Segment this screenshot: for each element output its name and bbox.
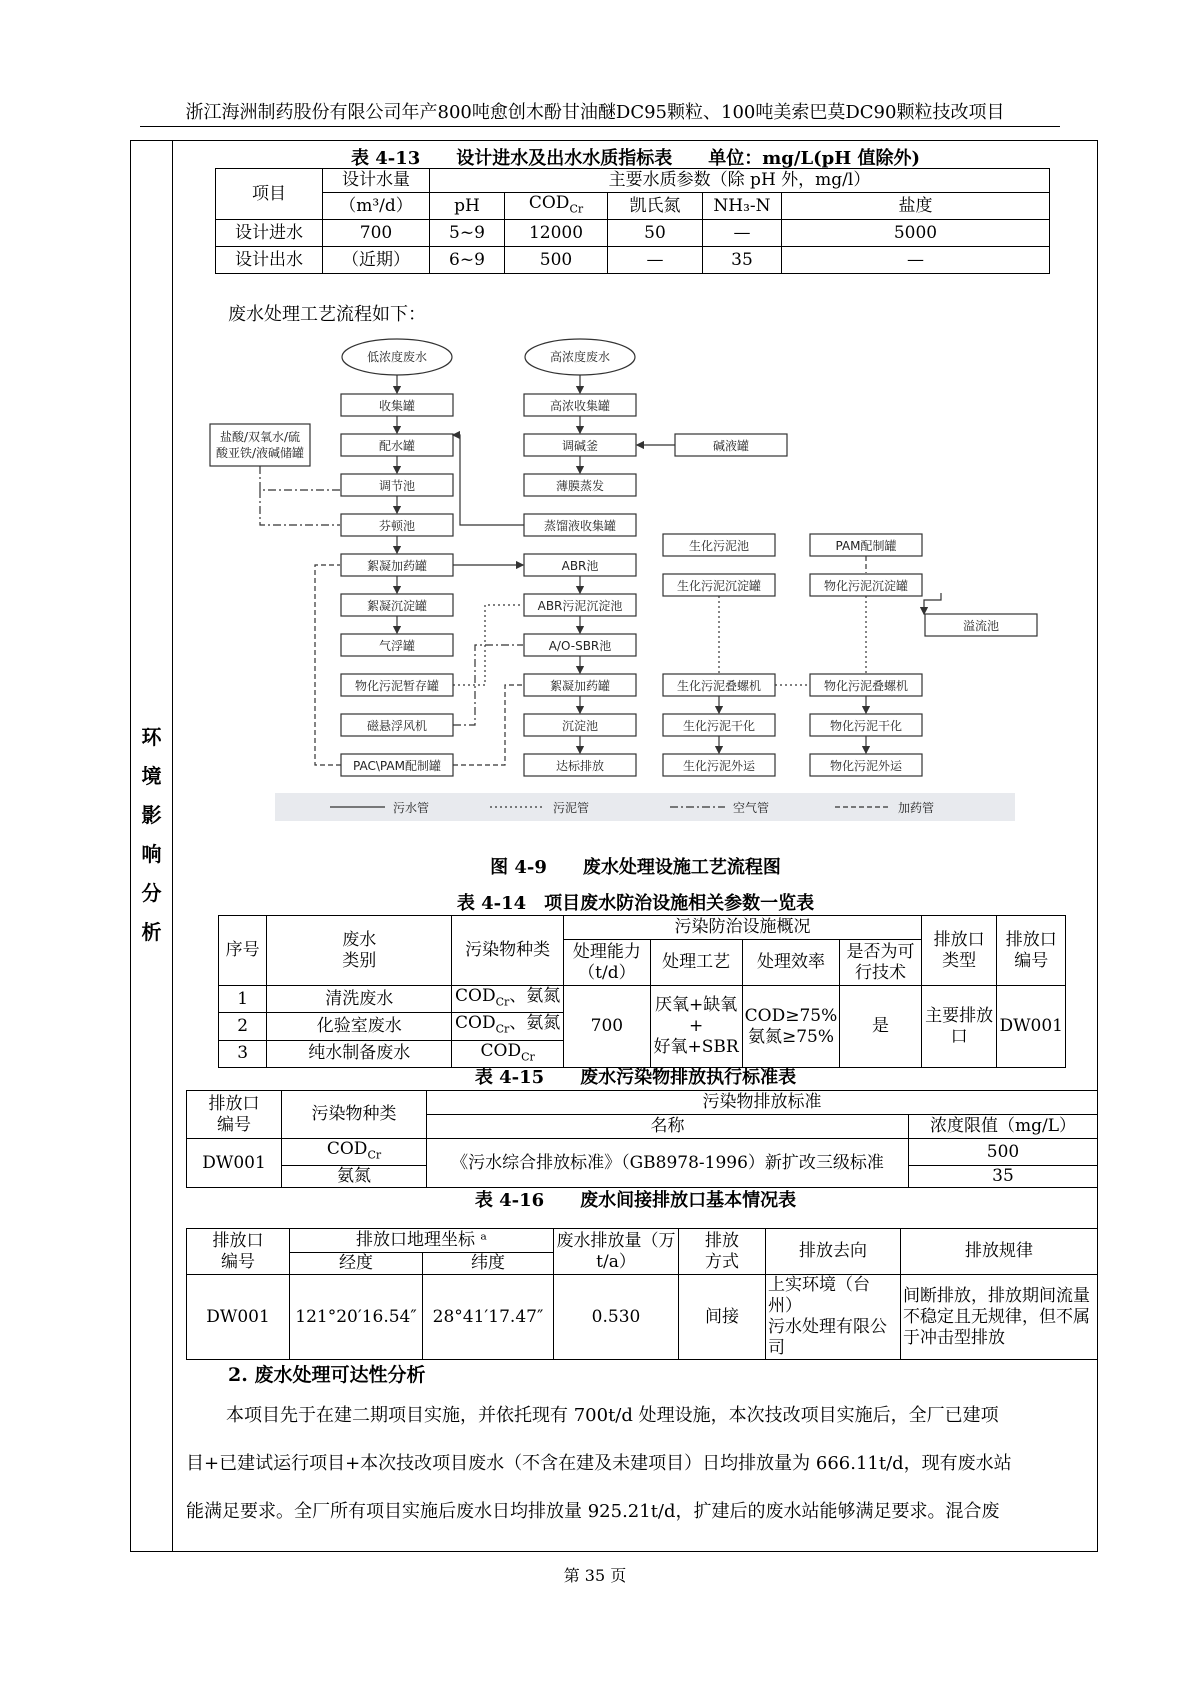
cell-outlet-no: DW001 (997, 986, 1066, 1068)
cell-standard-name: 《污水综合排放标准》（GB8978-1996）新扩改三级标准 (427, 1139, 909, 1188)
label-abr-settle: ABR污泥沉淀池 (537, 599, 623, 613)
legend-air: 空气管 (733, 801, 770, 815)
label-ao: A/O-SBR池 (548, 639, 612, 653)
th-ph: pH (430, 193, 505, 220)
label-floc-settle: 絮凝沉淀罐 (366, 599, 428, 613)
legend-dosing: 加药管 (898, 801, 935, 815)
table-4-15 (186, 1090, 1098, 1188)
th-process: 处理工艺 (650, 940, 742, 986)
th-flow: 设计水量 (323, 169, 430, 193)
process-flowchart (215, 335, 1075, 825)
th-pollutant: 污染物种类 (282, 1091, 427, 1139)
th-item: 项目 (216, 169, 323, 220)
table16-caption: 表 4-16 废水间接排放口基本情况表 (474, 1190, 797, 1211)
label-bio-screw: 生化污泥叠螺机 (676, 679, 762, 693)
body-paragraph (186, 1392, 1096, 1536)
th-overview: 污染防治设施概况 (564, 916, 922, 940)
th-standard: 污染物排放标准 (427, 1091, 1098, 1115)
cell-process: 厌氧+缺氧+ 好氧+SBR (650, 986, 742, 1068)
th-efficiency: 处理效率 (742, 940, 840, 986)
label-lye: 碱液罐 (712, 439, 750, 453)
label-settle: 沉淀池 (561, 719, 599, 733)
label-low: 低浓度废水 (366, 350, 428, 364)
cell-efficiency: COD≥75% 氨氮≥75% (742, 986, 840, 1068)
th-feasible: 是否为可 行技术 (840, 940, 921, 986)
label-phy-dry: 物化污泥干化 (829, 719, 903, 733)
th-name: 名称 (427, 1115, 909, 1139)
th-type: 废水 类别 (267, 916, 452, 986)
para-line: 能满足要求。全厂所有项目实施后废水日均排放量 925.21t/d，扩建后的废水站能够满足要求。混合废 (186, 1501, 1000, 1522)
label-phy-out: 物化污泥外运 (829, 759, 903, 773)
side-char: 分 (141, 881, 162, 905)
th-kn: 凯氏氮 (608, 193, 703, 220)
side-char: 境 (141, 764, 162, 788)
table-4-16 (186, 1228, 1098, 1360)
side-char: 析 (141, 920, 162, 944)
label-pam: PAM配制罐 (835, 539, 897, 553)
cell-feasible: 是 (840, 986, 921, 1068)
th-capacity: 处理能力 （t/d） (564, 940, 650, 986)
label-film: 薄膜蒸发 (555, 479, 605, 493)
side-char: 环 (141, 725, 162, 749)
label-phy-settle: 物化污泥沉淀罐 (823, 579, 909, 593)
th-nh3: NH₃-N (703, 193, 782, 220)
label-hcollect: 高浓收集罐 (549, 399, 611, 413)
legend-sludge: 污泥管 (553, 801, 590, 815)
table-row: 3 纯水制备废水 $COD_{Cr}$ (219, 1040, 1066, 1067)
table15-caption: 表 4-15 废水污染物排放执行标准表 (474, 1067, 797, 1088)
th-pattern: 排放规律 (901, 1229, 1098, 1275)
th-params: 主要水质参数（除 pH 外，mg/l） (430, 169, 1050, 193)
section-title: 2. 废水处理可达性分析 (228, 1364, 426, 1386)
table-4-13 (215, 168, 1050, 274)
label-alk: 调碱釜 (561, 439, 599, 453)
th-flow-unit: （m³/d） (323, 193, 430, 220)
sludge-lines (453, 596, 866, 685)
legend-sewage: 污水管 (393, 801, 430, 815)
th-pollutant: 污染物种类 (452, 916, 564, 986)
th-volume: 废水排放量（万 t/a） (554, 1229, 679, 1275)
th-salt: 盐度 (782, 193, 1050, 220)
label-collect: 收集罐 (378, 399, 416, 413)
th-mode: 排放 方式 (679, 1229, 766, 1275)
figure-caption: 图 4-9 废水处理设施工艺流程图 (490, 857, 781, 878)
th-coords: 排放口地理坐标 ᵃ (290, 1229, 554, 1253)
label-bio-out: 生化污泥外运 (682, 759, 756, 773)
cell-outlet-type: 主要排放 口 (921, 986, 997, 1068)
th-limit: 浓度限值（mg/L） (909, 1115, 1098, 1139)
label-acid: 盐酸/双氧水/硫 (219, 430, 301, 444)
label-pac: PAC\PAM配制罐 (353, 759, 441, 773)
label-adj: 调节池 (378, 479, 416, 493)
th-outlet-no: 排放口 编号 (187, 1229, 290, 1275)
label-floc2: 絮凝加药罐 (549, 679, 611, 693)
table14-caption: 表 4-14 项目废水防治设施相关参数一览表 (456, 893, 815, 914)
label-overflow: 溢流池 (962, 619, 1000, 633)
table-row: 设计出水 （近期） 6~9 500 — 35 — (216, 247, 1050, 274)
header-rule (140, 126, 1060, 127)
label-floc1: 絮凝加药罐 (366, 559, 428, 573)
th-outlet-no: 排放口 编号 (997, 916, 1066, 986)
th-no: 序号 (219, 916, 267, 986)
table-row: 1 清洗废水 $COD_{Cr}$、氨氮 700 厌氧+缺氧+ 好氧+SBR COD≥75% 氨氮≥75% 是 主要排放 口 DW001 (219, 986, 1066, 1013)
table-row: 氨氮 35 (187, 1166, 1098, 1188)
side-char: 影 (141, 803, 162, 827)
page-header: 浙江海洲制药股份有限公司年产800吨愈创木酚甘油醚DC95颗粒、100吨美索巴莫DC90颗粒技改项目 (185, 102, 1005, 123)
label-bio-dry: 生化污泥干化 (682, 719, 756, 733)
th-outlet-type: 排放口 类型 (921, 916, 997, 986)
label-fenton: 芬顿池 (378, 519, 416, 533)
th-latitude: 纬度 (423, 1253, 554, 1275)
label-acid2: 酸亚铁/液碱储罐 (215, 446, 305, 460)
label-discharge: 达标排放 (555, 759, 605, 773)
label-phy-screw: 物化污泥叠螺机 (823, 679, 909, 693)
side-label (130, 718, 173, 952)
label-blower: 磁悬浮风机 (366, 719, 428, 733)
para-line: 本项目先于在建二期项目实施，并依托现有 700t/d 处理设施，本次技改项目实施后，全厂已建项 (226, 1405, 999, 1426)
th-outlet-no: 排放口 编号 (187, 1091, 282, 1139)
flow-intro: 废水处理工艺流程如下： (228, 304, 426, 325)
th-longitude: 经度 (290, 1253, 423, 1275)
th-destination: 排放去向 (766, 1229, 901, 1275)
label-bio-sludge: 生化污泥池 (688, 539, 750, 553)
table-row: DW001 $COD_{Cr}$ 《污水综合排放标准》（GB8978-1996）新扩改三级标准 500 (187, 1139, 1098, 1166)
label-mix: 配水罐 (378, 439, 416, 453)
label-abr: ABR池 (561, 559, 599, 573)
page-number: 第 35 页 (563, 1566, 627, 1585)
table-row: DW001 121°20′16.54″ 28°41′17.47″ 0.530 间接 上实环境（台州） 污水处理有限公 司 间断排放，排放期间流量 不稳定且无规律，但不属 于冲击型排放 (187, 1275, 1098, 1360)
th-cod: $COD_{Cr}$ (505, 193, 608, 220)
label-phy-store: 物化污泥暂存罐 (354, 679, 440, 693)
table-row: 设计进水 700 5~9 12000 50 — 5000 (216, 220, 1050, 247)
cell-capacity: 700 (564, 986, 650, 1068)
label-high: 高浓度废水 (549, 350, 611, 364)
para-line: 目+已建试运行项目+本次技改项目废水（不含在建及未建项目）日均排放量为 666.11t/d，现有废水站 (186, 1453, 1012, 1474)
label-bio-settle: 生化污泥沉淀罐 (676, 579, 762, 593)
label-distill: 蒸馏液收集罐 (543, 519, 617, 533)
table-row: 2 化验室废水 $COD_{Cr}$、氨氮 (219, 1013, 1066, 1040)
table-4-14 (218, 915, 1066, 1068)
table13-caption: 表 4-13 设计进水及出水水质指标表 单位：mg/L(pH 值除外) (350, 148, 921, 169)
side-char: 响 (141, 842, 162, 866)
label-air: 气浮罐 (378, 639, 416, 653)
